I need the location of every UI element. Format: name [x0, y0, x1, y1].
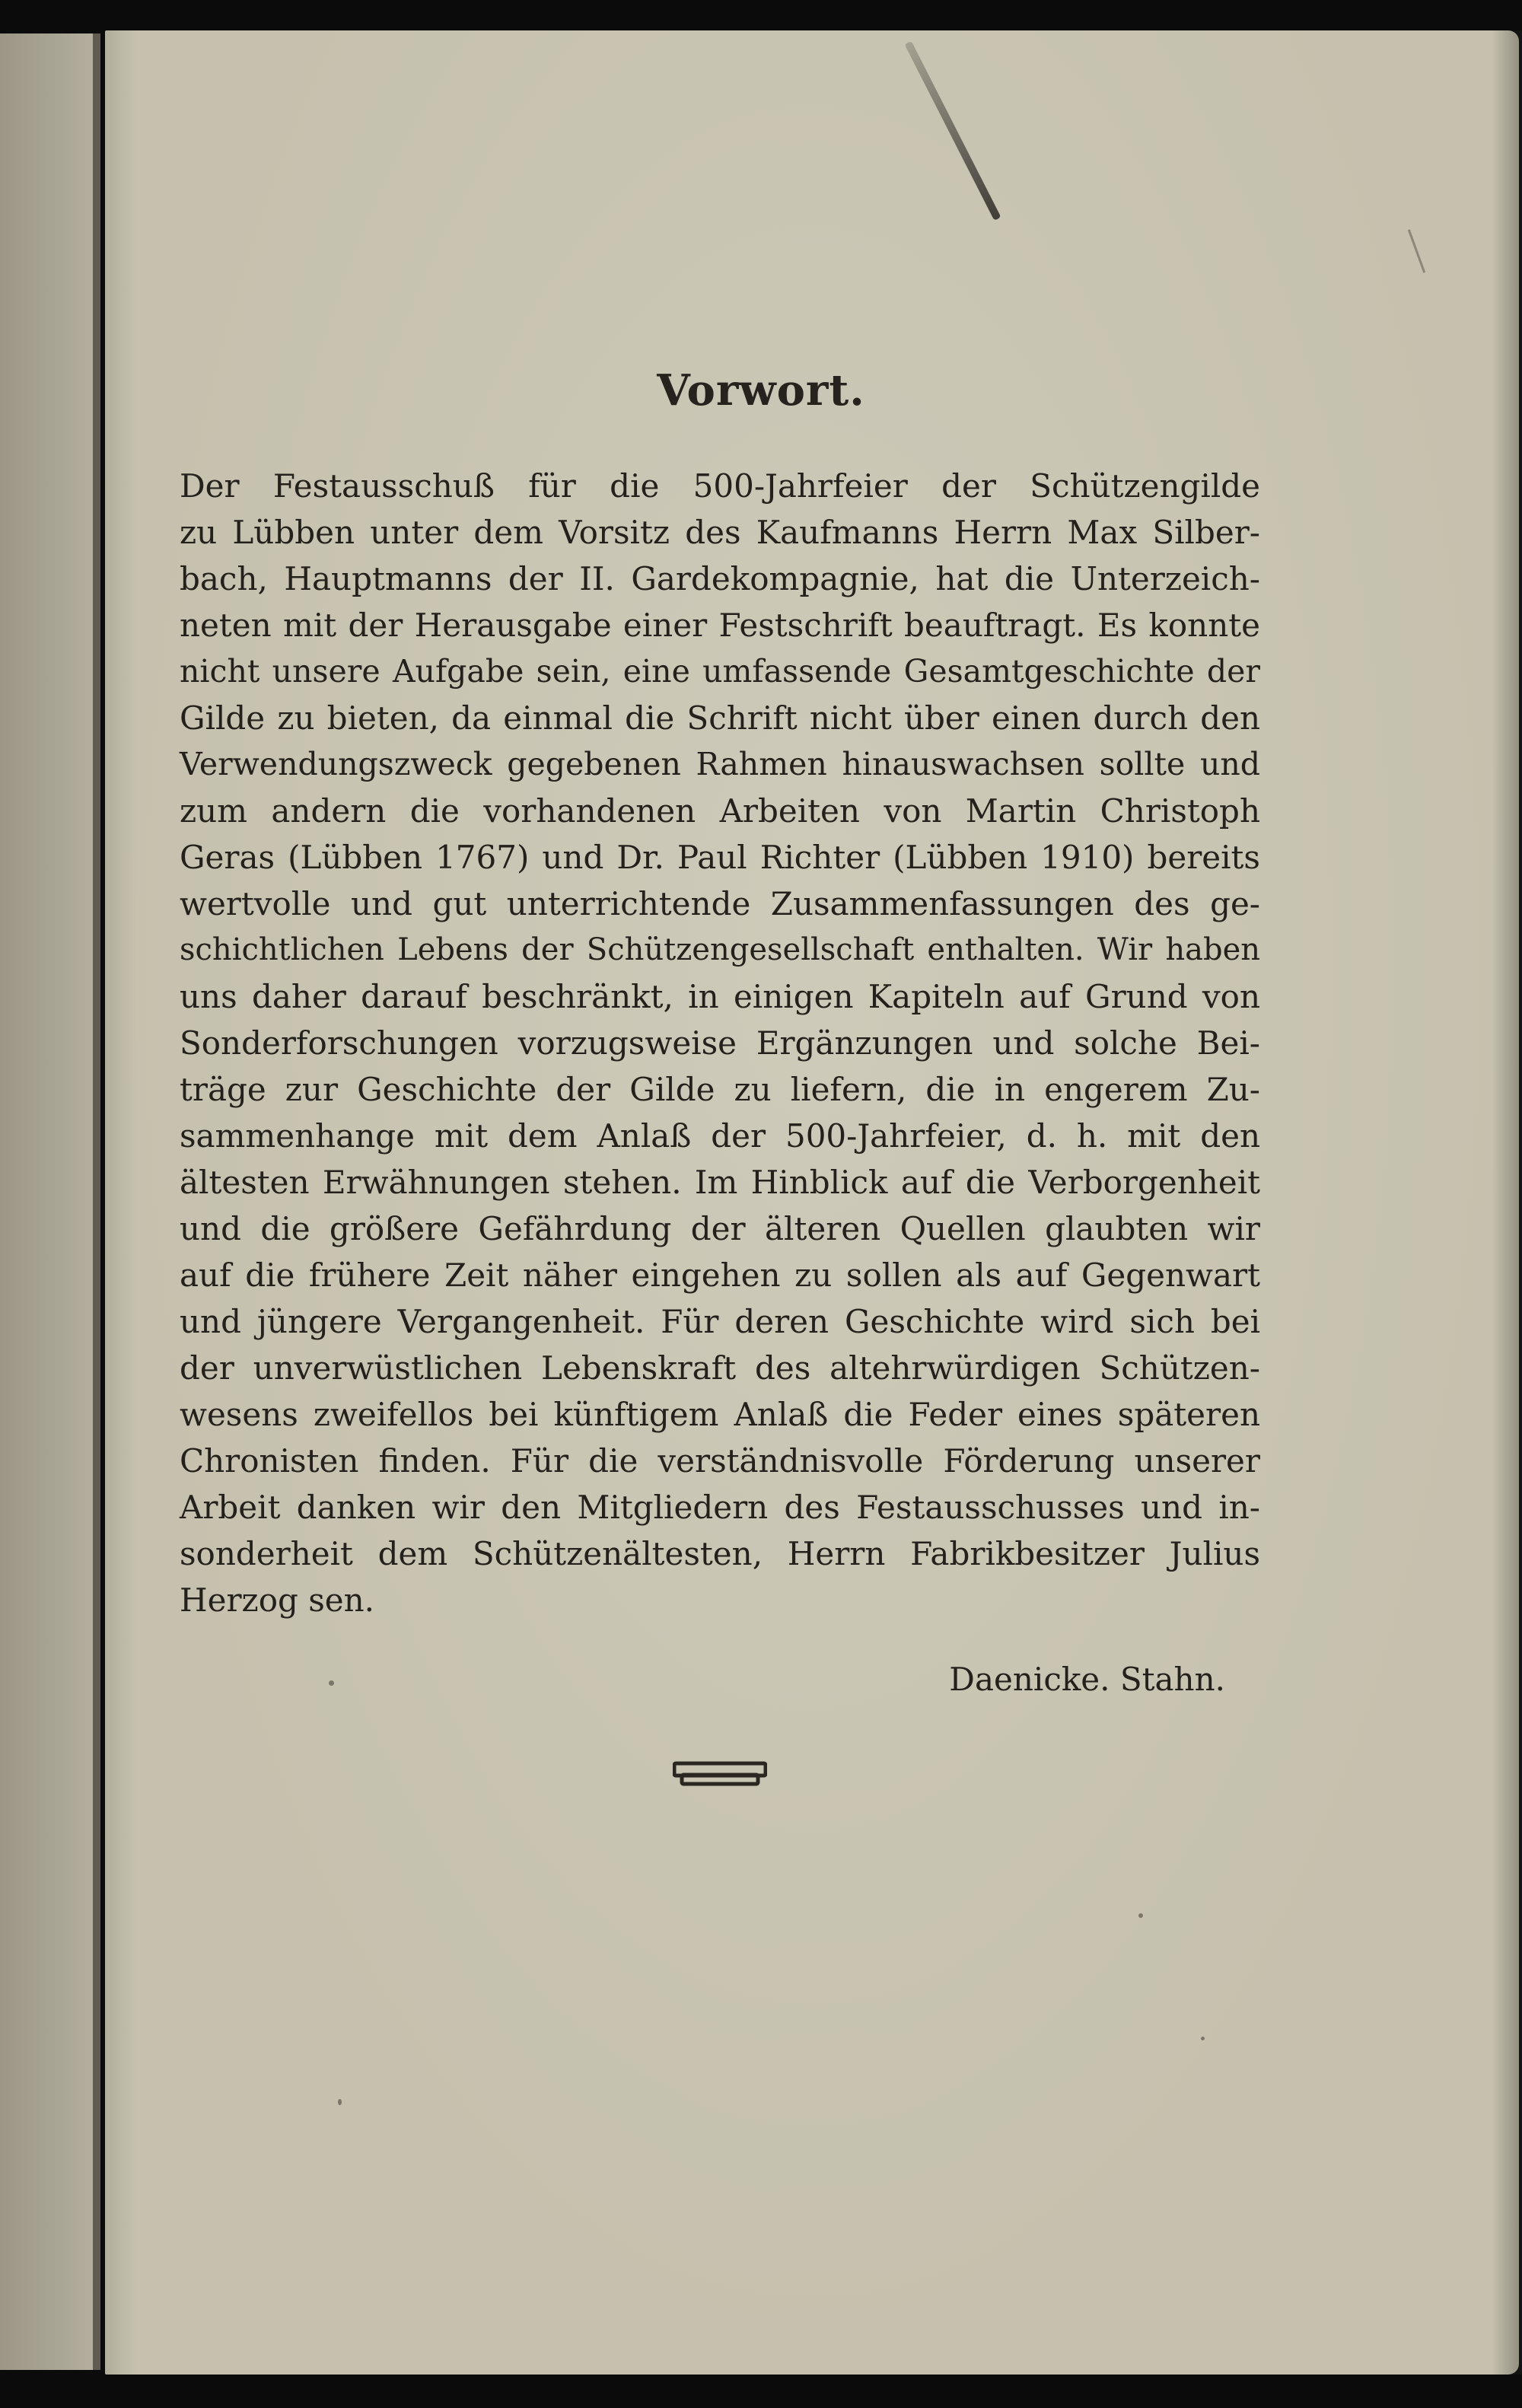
- closing-ornament-icon: [673, 1761, 767, 1787]
- text-line: sammenhange mit dem Anlaß der 500-Jahrfeier, d. h. mit den: [180, 1117, 1260, 1155]
- text-line: Geras (Lübben 1767) und Dr. Paul Richter (Lübben 1910) bereits: [180, 839, 1260, 876]
- text-line: uns daher darauf beschränkt, in einigen Kapiteln auf Grund von: [180, 978, 1260, 1015]
- text-line: träge zur Geschichte der Gilde zu liefern, die in engerem Zu-: [180, 1071, 1260, 1108]
- paper-speck: [1201, 2037, 1205, 2040]
- authors-signature: Daenicke. Stahn.: [949, 1661, 1225, 1698]
- page-title: Vorwort.: [657, 365, 865, 416]
- text-line: ältesten Erwähnungen stehen. Im Hinblick auf die Verborgenheit: [180, 1164, 1260, 1201]
- foreword-text: [180, 463, 1260, 1623]
- text-line: der unverwüstlichen Lebenskraft des altehrwürdigen Schützen-: [180, 1349, 1260, 1387]
- text-line: Arbeit danken wir den Mitgliedern des Festausschusses und in-: [180, 1489, 1260, 1526]
- text-line: neten mit der Herausgabe einer Festschrift beauftragt. Es konnte: [180, 607, 1260, 644]
- text-line: Verwendungszweck gegebenen Rahmen hinauswachsen sollte und: [180, 746, 1260, 782]
- text-line: wesens zweifellos bei künftigem Anlaß die Feder eines späteren: [180, 1396, 1260, 1433]
- paper-speck: [329, 1680, 334, 1686]
- text-line: auf die frühere Zeit näher eingehen zu sollen als auf Gegenwart: [180, 1257, 1260, 1294]
- text-line: und die größere Gefährdung der älteren Quellen glaubten wir: [180, 1210, 1260, 1247]
- text-line: Gilde zu bieten, da einmal die Schrift nicht über einen durch den: [180, 699, 1260, 737]
- text-line: Der Festausschuß für die 500-Jahrfeier der Schützengilde: [180, 467, 1260, 505]
- paper-speck: [1138, 1913, 1143, 1918]
- text-line: schichtlichen Lebens der Schützengesellschaft enthalten. Wir haben: [180, 932, 1260, 967]
- text-line: sonderheit dem Schützenältesten, Herrn Fabrikbesitzer Julius: [180, 1535, 1260, 1572]
- text-line: Herzog sen.: [180, 1581, 375, 1619]
- paper-speck: [338, 2099, 342, 2105]
- text-line: Chronisten finden. Für die verständnisvolle Förderung unserer: [180, 1442, 1260, 1480]
- text-line: zum andern die vorhandenen Arbeiten von Martin Christoph: [180, 792, 1260, 830]
- text-line: wertvolle und gut unterrichtende Zusammenfassungen des ge-: [180, 885, 1260, 922]
- text-line: nicht unsere Aufgabe sein, eine umfassende Gesamtgeschichte der: [180, 653, 1260, 690]
- text-line: zu Lübben unter dem Vorsitz des Kaufmanns Herrn Max Silber-: [180, 514, 1260, 551]
- text-line: bach, Hauptmanns der II. Gardekompagnie, hat die Unterzeich-: [180, 560, 1260, 597]
- text-line: Sonderforschungen vorzugsweise Ergänzungen und solche Bei-: [180, 1024, 1260, 1062]
- text-line: und jüngere Vergangenheit. Für deren Geschichte wird sich bei: [180, 1303, 1260, 1340]
